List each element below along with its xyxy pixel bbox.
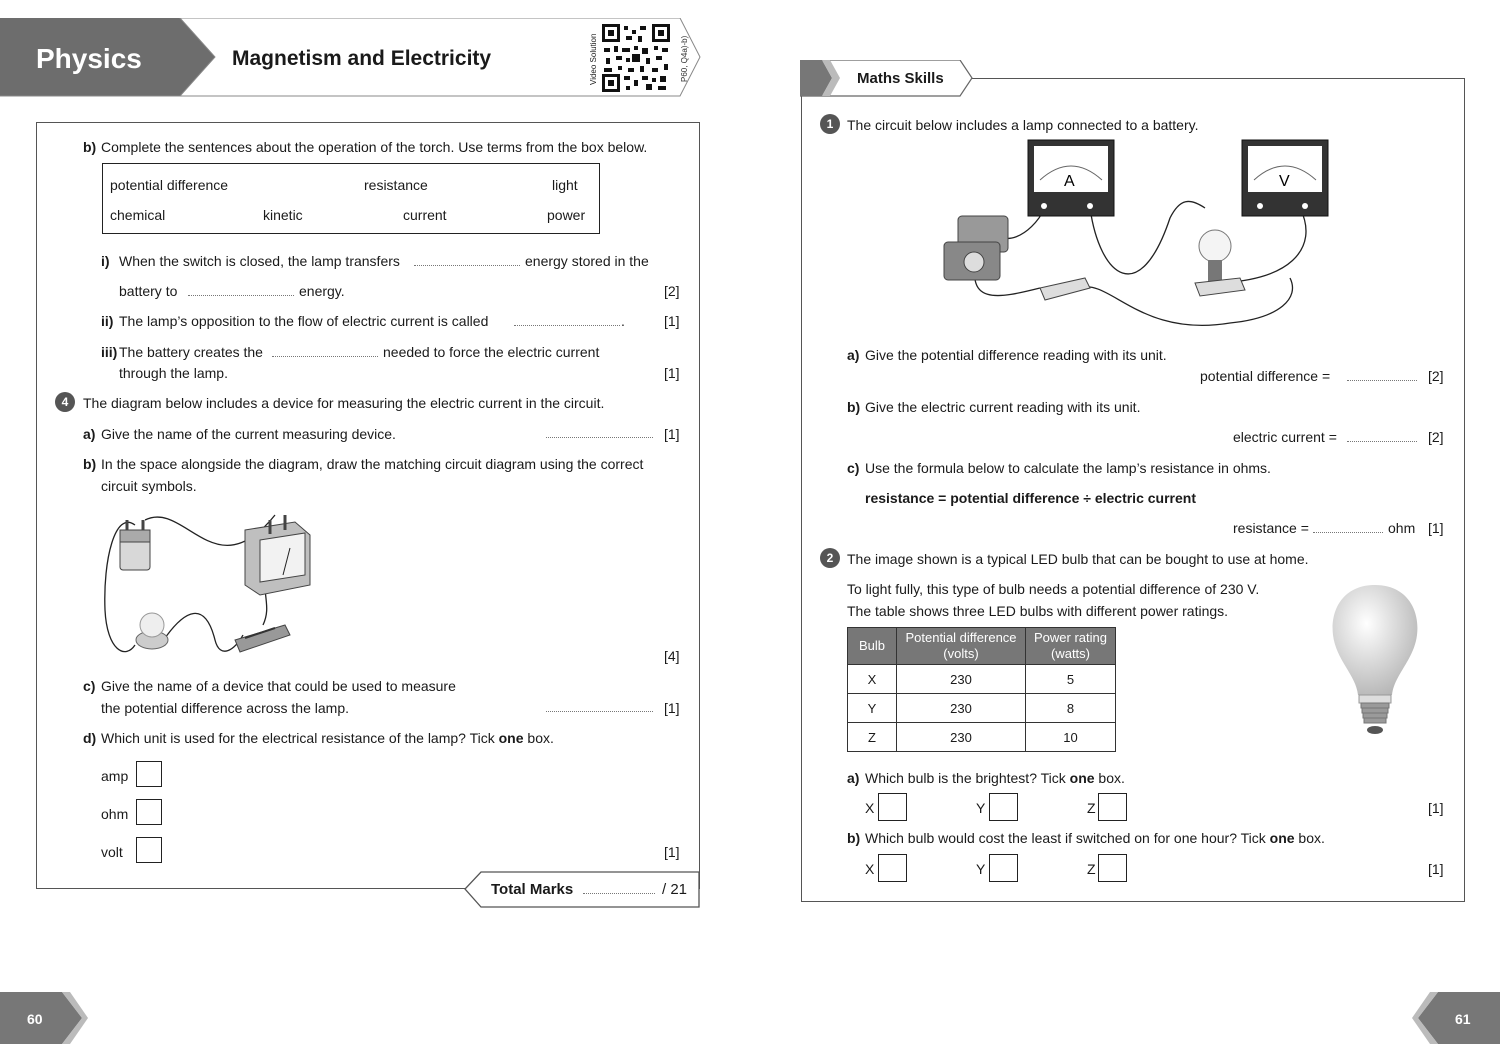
q4-number: 4 xyxy=(55,392,75,412)
qb-label: b) xyxy=(83,139,97,155)
total-marks-value: / 21 xyxy=(662,881,688,898)
q4c-mark: [1] xyxy=(664,700,680,716)
table-cell: 230 xyxy=(897,665,1026,694)
table-cell: 5 xyxy=(1026,665,1116,694)
q2b-label: b) xyxy=(847,830,861,846)
q2a-choice-z-checkbox[interactable] xyxy=(1098,793,1127,821)
qi-text-c: battery to xyxy=(119,283,178,299)
table-header-bulb: Bulb xyxy=(848,628,897,665)
qi-text-a: When the switch is closed, the lamp transfers xyxy=(119,253,400,269)
q4a-text: Give the name of the current measuring device. xyxy=(101,426,396,442)
word-light: light xyxy=(552,177,578,193)
video-ref: P60, Q4a)-b) xyxy=(680,35,689,82)
q2b-text: Which bulb would cost the least if switched on for one hour? Tick one box. xyxy=(865,830,1325,846)
qii-label: ii) xyxy=(101,313,114,329)
qi-answer-blank-2[interactable] xyxy=(188,295,294,296)
table-header-power: Power rating (watts) xyxy=(1026,628,1116,665)
q2b-mark: [1] xyxy=(1428,861,1444,877)
section-title: Maths Skills xyxy=(857,70,944,87)
topic-title: Magnetism and Electricity xyxy=(232,47,492,70)
qii-end: . xyxy=(621,313,625,329)
qi-text-d: energy. xyxy=(299,283,345,299)
total-marks-label: Total Marks xyxy=(491,881,574,898)
q1a-answer-blank[interactable] xyxy=(1347,380,1417,381)
page-number-tab-left xyxy=(0,992,90,1044)
qr-code-icon[interactable] xyxy=(602,24,670,92)
table-row xyxy=(848,723,1116,752)
word-potential-difference: potential difference xyxy=(110,177,229,193)
unit-ohm-checkbox[interactable] xyxy=(136,799,162,825)
voltmeter-letter: V xyxy=(1279,173,1290,190)
q4b-text-a: In the space alongside the diagram, draw the matching circuit diagram using the correct xyxy=(101,456,644,472)
circuit-illustration-right xyxy=(940,138,1340,333)
q2-text: The image shown is a typical LED bulb that can be bought to use at home. xyxy=(847,551,1309,567)
q4c-text-b: the potential difference across the lamp. xyxy=(101,700,350,716)
q2a-choice-x-checkbox[interactable] xyxy=(878,793,907,821)
unit-volt-checkbox[interactable] xyxy=(136,837,162,863)
q2b-choice-z-checkbox[interactable] xyxy=(1098,854,1127,882)
q4d-mark: [1] xyxy=(664,844,680,860)
qii-answer-blank[interactable] xyxy=(514,325,620,326)
ammeter-letter: A xyxy=(1064,173,1075,190)
table-row xyxy=(848,665,1116,694)
q4c-answer-blank[interactable] xyxy=(546,711,653,712)
word-chemical: chemical xyxy=(110,207,166,223)
qii-text: The lamp’s opposition to the flow of electric current is called xyxy=(119,313,489,329)
q1b-answer-label: electric current = xyxy=(1233,429,1337,445)
q4c-label: c) xyxy=(83,678,96,694)
q2a-choice-z-label: Z xyxy=(1087,800,1096,816)
qi-text-b: energy stored in the xyxy=(525,253,649,269)
q1c-answer-blank[interactable] xyxy=(1313,532,1383,533)
q1b-mark: [2] xyxy=(1428,429,1444,445)
circuit-illustration-left xyxy=(95,500,320,665)
q4c-text-a: Give the name of a device that could be used to measure xyxy=(101,678,456,694)
table-header-pd: Potential difference (volts) xyxy=(897,628,1026,665)
q2a-choice-y-label: Y xyxy=(976,800,986,816)
q2b-choice-z-label: Z xyxy=(1087,861,1096,877)
q2-line2: To light fully, this type of bulb needs a potential difference of 230 V. xyxy=(847,581,1260,597)
page-number-right: 61 xyxy=(1455,1011,1471,1027)
unit-amp-checkbox[interactable] xyxy=(136,761,162,787)
q1b-answer-blank[interactable] xyxy=(1347,441,1417,442)
qi-mark: [2] xyxy=(664,283,680,299)
q2a-text: Which bulb is the brightest? Tick one box. xyxy=(865,770,1125,786)
q2b-choice-y-checkbox[interactable] xyxy=(989,854,1018,882)
page-number-left: 60 xyxy=(27,1011,43,1027)
table-cell: Y xyxy=(848,694,897,723)
word-power: power xyxy=(547,207,586,223)
q1a-label: a) xyxy=(847,347,860,363)
qi-label: i) xyxy=(101,253,110,269)
q2b-choice-y-label: Y xyxy=(976,861,986,877)
q1b-text: Give the electric current reading with its unit. xyxy=(865,399,1141,415)
qii-mark: [1] xyxy=(664,313,680,329)
q4a-answer-blank[interactable] xyxy=(546,437,653,438)
unit-volt-label: volt xyxy=(101,844,123,860)
table-cell: 230 xyxy=(897,694,1026,723)
word-box xyxy=(102,163,600,234)
q1b-label: b) xyxy=(847,399,861,415)
q4d-text: Which unit is used for the electrical resistance of the lamp? Tick one box. xyxy=(101,730,554,746)
q1c-mark: [1] xyxy=(1428,520,1444,536)
q2a-label: a) xyxy=(847,770,860,786)
qb-text: Complete the sentences about the operation of the torch. Use terms from the box below. xyxy=(101,139,648,155)
q2-line3: The table shows three LED bulbs with different power ratings. xyxy=(847,603,1229,619)
q1a-answer-label: potential difference = xyxy=(1200,368,1331,384)
table-cell: 10 xyxy=(1026,723,1116,752)
q1c-formula: resistance = potential difference ÷ electric current xyxy=(865,490,1196,506)
q4d-label: d) xyxy=(83,730,97,746)
q2a-mark: [1] xyxy=(1428,800,1444,816)
qi-answer-blank-1[interactable] xyxy=(414,265,520,266)
unit-amp-label: amp xyxy=(101,768,129,784)
table-row xyxy=(848,694,1116,723)
q4a-mark: [1] xyxy=(664,426,680,442)
q1c-label: c) xyxy=(847,460,860,476)
qiii-text-a: The battery creates the xyxy=(119,344,263,360)
word-resistance: resistance xyxy=(364,177,428,193)
q4b-label: b) xyxy=(83,456,97,472)
q4a-label: a) xyxy=(83,426,96,442)
qiii-mark: [1] xyxy=(664,365,680,381)
table-cell: Z xyxy=(848,723,897,752)
total-marks-blank[interactable] xyxy=(583,893,655,894)
word-kinetic: kinetic xyxy=(263,207,303,223)
q1c-answer-label: resistance = xyxy=(1233,520,1309,536)
q1a-mark: [2] xyxy=(1428,368,1444,384)
video-solution-label: Video Solution xyxy=(589,33,598,85)
q1c-unit: ohm xyxy=(1388,520,1416,536)
qiii-text-c: through the lamp. xyxy=(119,365,228,381)
q2a-choice-x-label: X xyxy=(865,800,875,816)
q4b-mark: [4] xyxy=(664,648,680,664)
q1c-text: Use the formula below to calculate the lamp’s resistance in ohms. xyxy=(865,460,1271,476)
q1-number: 1 xyxy=(820,114,840,134)
qiii-label: iii) xyxy=(101,344,118,360)
word-current: current xyxy=(403,207,447,223)
q4b-text-b: circuit symbols. xyxy=(101,478,197,494)
q1a-text: Give the potential difference reading with its unit. xyxy=(865,347,1167,363)
q2b-choice-x-checkbox[interactable] xyxy=(878,854,907,882)
bulb-table xyxy=(847,627,1116,752)
table-cell: 230 xyxy=(897,723,1026,752)
unit-ohm-label: ohm xyxy=(101,806,129,822)
subject-title: Physics xyxy=(36,43,142,74)
q1-text: The circuit below includes a lamp connected to a battery. xyxy=(847,117,1199,133)
qiii-text-b: needed to force the electric current xyxy=(383,344,600,360)
q2b-choice-x-label: X xyxy=(865,861,875,877)
qiii-answer-blank[interactable] xyxy=(272,356,378,357)
table-cell: 8 xyxy=(1026,694,1116,723)
q2a-choice-y-checkbox[interactable] xyxy=(989,793,1018,821)
table-cell: X xyxy=(848,665,897,694)
led-bulb-image xyxy=(1328,580,1423,745)
q2-number: 2 xyxy=(820,548,840,568)
q4-text: The diagram below includes a device for measuring the electric current in the circuit. xyxy=(83,395,605,411)
